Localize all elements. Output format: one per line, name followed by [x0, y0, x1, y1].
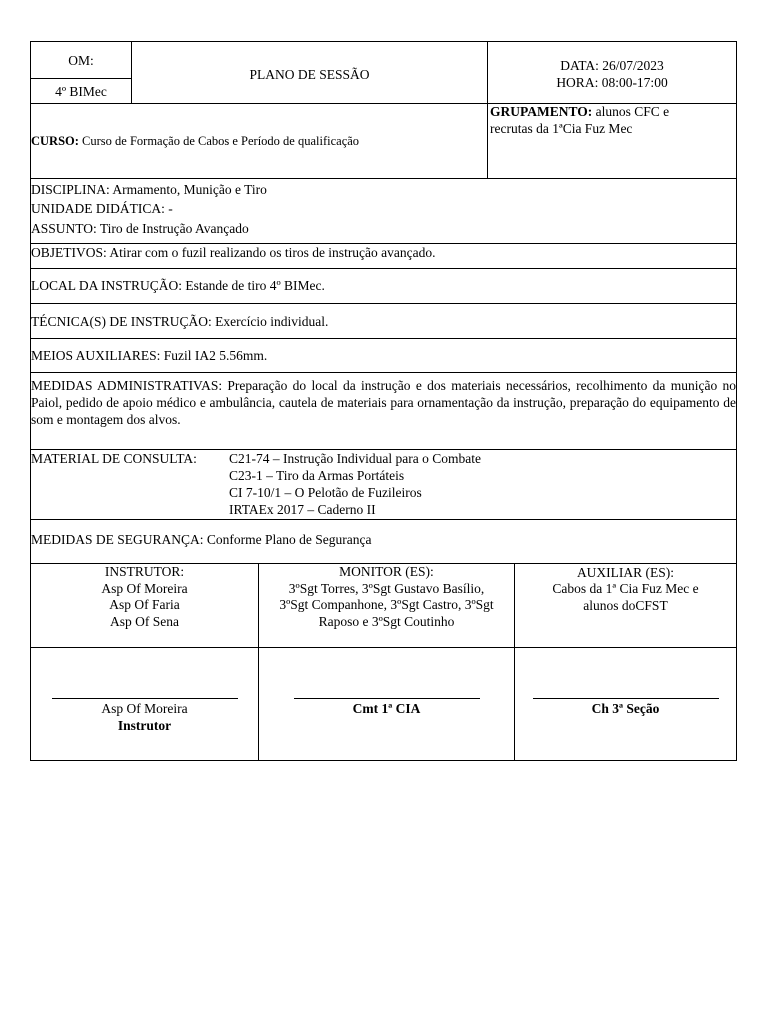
monitor-line: 3ºSgt Companhone, 3ºSgt Castro, 3ºSgt	[279, 597, 494, 612]
material-item: C23-1 – Tiro da Armas Portáteis	[229, 468, 405, 483]
signature-role: Cmt 1ª CIA	[352, 701, 421, 716]
unidade-didatica-text: UNIDADE DIDÁTICA: -	[31, 201, 173, 216]
meios-text: MEIOS AUXILIARES: Fuzil IA2 5.56mm.	[31, 348, 268, 363]
curso-text	[31, 133, 359, 150]
instrutor-name: Asp Of Sena	[110, 614, 179, 629]
signature-line	[533, 698, 719, 699]
om-value: 4º BIMec	[55, 84, 107, 99]
page-title: PLANO DE SESSÃO	[249, 67, 370, 82]
monitor-line: Raposo e 3ºSgt Coutinho	[318, 614, 455, 629]
material-consulta-label: MATERIAL DE CONSULTA:	[31, 451, 197, 466]
auxiliar-label: AUXILIAR (ES):	[576, 565, 675, 580]
material-item: IRTAEx 2017 – Caderno II	[229, 502, 376, 517]
signature-role: Ch 3ª Seção	[591, 701, 660, 716]
local-text: LOCAL DA INSTRUÇÃO: Estande de tiro 4º BIMec.	[31, 278, 325, 293]
material-item: CI 7-10/1 – O Pelotão de Fuzileiros	[229, 485, 422, 500]
grupamento-line1	[490, 103, 669, 120]
grupamento-value-1: alunos CFC e	[595, 104, 670, 119]
instrutor-label: INSTRUTOR:	[104, 564, 185, 579]
grupamento-value-2: recrutas da 1ªCia Fuz Mec	[490, 121, 633, 136]
assunto-text: ASSUNTO: Tiro de Instrução Avançado	[31, 221, 249, 236]
medidas-adm-text: MEDIDAS ADMINISTRATIVAS: Preparação do local da instrução e dos materiais necessários, recolhimento da munição no Paiol, pedido de apoio médico e ambulância, cautela de materiais para ornamentação da instrução, preparação do equipamento de som e montagem dos alvos.	[31, 378, 736, 427]
curso-value: Curso de Formação de Cabos e Período de qualificação	[82, 134, 360, 148]
disciplina-text: DISCIPLINA: Armamento, Munição e Tiro	[31, 182, 267, 197]
tecnicas-text: TÉCNICA(S) DE INSTRUÇÃO: Exercício individual.	[31, 314, 329, 329]
instrutor-name: Asp Of Moreira	[101, 581, 188, 596]
signature-line	[52, 698, 238, 699]
grupamento-label: GRUPAMENTO:	[490, 104, 593, 119]
signature-role: Instrutor	[117, 718, 172, 733]
monitor-label: MONITOR (ES):	[339, 564, 434, 579]
material-item: C21-74 – Instrução Individual para o Combate	[229, 451, 481, 466]
om-label: OM:	[68, 53, 94, 68]
signature-line	[294, 698, 480, 699]
auxiliar-line: Cabos da 1ª Cia Fuz Mec e	[552, 581, 699, 596]
objetivos-text: OBJETIVOS: Atirar com o fuzil realizando os tiros de instrução avançado.	[31, 245, 436, 260]
medidas-seguranca-text: MEDIDAS DE SEGURANÇA: Conforme Plano de Segurança	[31, 532, 372, 547]
monitor-line: 3ºSgt Torres, 3ºSgt Gustavo Basílio,	[288, 581, 485, 596]
curso-label: CURSO:	[31, 134, 79, 148]
signature-name: Asp Of Moreira	[101, 701, 188, 716]
time-text: HORA: 08:00-17:00	[556, 75, 668, 90]
date-text: DATA: 26/07/2023	[560, 58, 664, 73]
auxiliar-line: alunos doCFST	[583, 598, 668, 613]
instrutor-name: Asp Of Faria	[109, 597, 180, 612]
